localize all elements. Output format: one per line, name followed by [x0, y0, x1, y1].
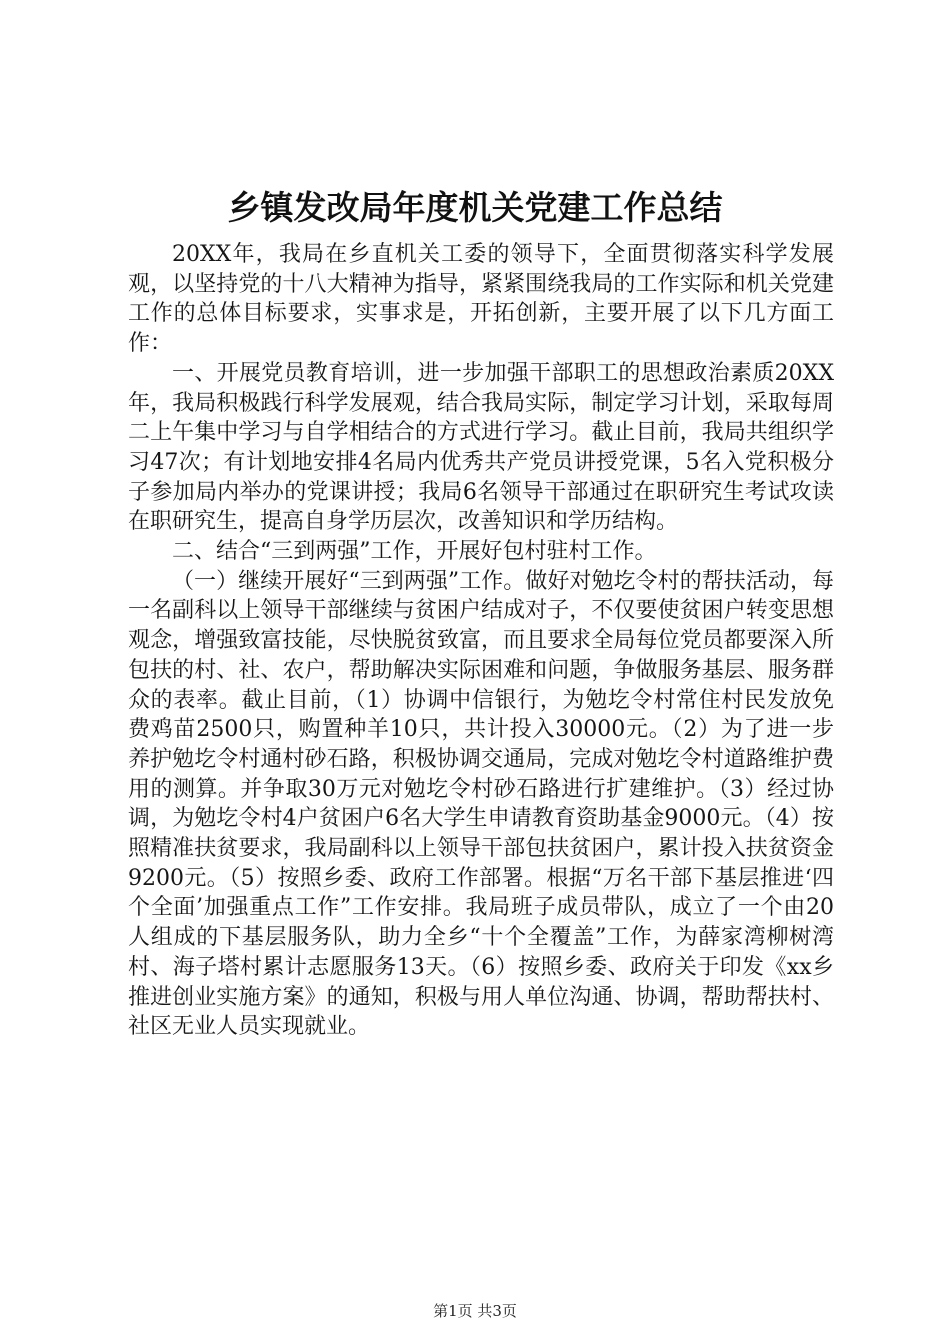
page-number-footer: 第1页 共3页 [433, 1302, 517, 1320]
section-2-heading: 二、结合“三到两强”工作，开展好包村驻村工作。 [172, 539, 657, 565]
document-title: 乡镇发改局年度机关党建工作总结 [227, 188, 723, 227]
document-body [128, 240, 834, 1042]
section-1-paragraph: 一、开展党员教育培训，进一步加强干部职工的思想政治素质20XX年，我局积极践行科学发展观，结合我局实际，制定学习计划，采取每周二上午集中学习与自学相结合的方式进行学习。截止目前，我局共组织学习47次；有计划地安排4名局内优秀共产党员讲授党课，5名入党积极分子参加局内举办的党课讲授；我局6名领导干部通过在职研究生考试攻读在职研究生，提高自身学历层次，改善知识和学历结构。 [128, 360, 834, 535]
section-2-subsection-1-paragraph: （一）继续开展好“三到两强”工作。做好对勉圪令村的帮扶活动，每一名副科以上领导干部继续与贫困户结成对子，不仅要使贫困户转变思想观念，增强致富技能，尽快脱贫致富，而且要求全局每位党员都要深入所包扶的村、社、农户，帮助解决实际困难和问题，争做服务基层、服务群众的表率。截止目前，（1）协调中信银行，为勉圪令村常住村民发放免费鸡苗2500只，购置种羊10只，共计投入30000元。（2）为了进一步养护勉圪令村通村砂石路，积极协调交通局，完成对勉圪令村道路维护费用的测算。并争取30万元对勉圪令村砂石路进行扩建维护。（3）经过协调，为勉圪令村4户贫困户6名大学生申请教育资助基金9000元。（4）按照精准扶贫要求，我局副科以上领导干部包扶贫困户，累计投入扶贫资金9200元。（5）按照乡委、政府工作部署。根据“万名干部下基层推进‘四个全面’加强重点工作”工作安排。我局班子成员带队，成立了一个由20人组成的下基层服务队，助力全乡“十个全覆盖”工作，为薛家湾柳树湾村、海子塔村累计志愿服务13天。（6）按照乡委、政府关于印发《xx乡推进创业实施方案》的通知，积极与用人单位沟通、协调，帮助帮扶村、社区无业人员实现就业。 [128, 568, 834, 1040]
intro-paragraph: 20XX年，我局在乡直机关工委的领导下，全面贯彻落实科学发展观，以坚持党的十八大精神为指导，紧紧围绕我局的工作实际和机关党建工作的总体目标要求，实事求是，开拓创新，主要开展了以下几方面工作： [128, 242, 834, 357]
